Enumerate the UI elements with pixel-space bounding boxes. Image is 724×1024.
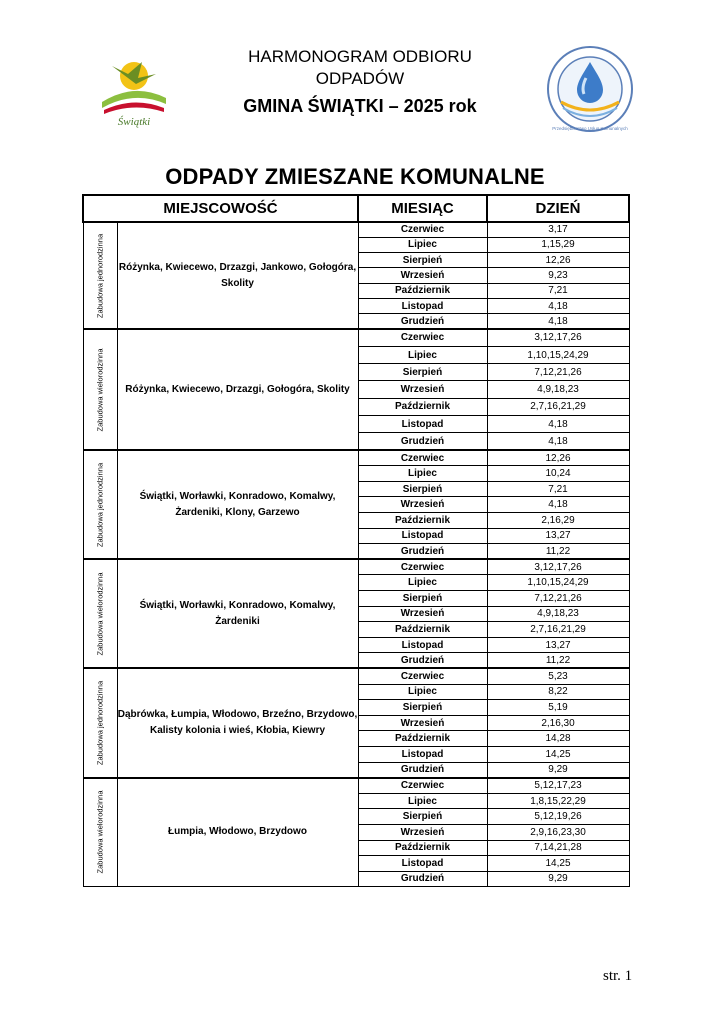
month-cell: Sierpień [358, 481, 487, 497]
svg-text:Przedsiębiorstwo Usług Komunal: Przedsiębiorstwo Usług Komunalnych [552, 126, 628, 131]
column-header-month: MIESIĄC [358, 195, 487, 222]
month-cell: Grudzień [358, 871, 487, 887]
document-header [200, 46, 520, 118]
days-cell: 7,21 [487, 283, 629, 298]
month-cell: Lipiec [358, 575, 487, 591]
days-cell: 1,15,29 [487, 237, 629, 252]
month-cell: Listopad [358, 637, 487, 653]
days-cell: 2,7,16,21,29 [487, 398, 629, 415]
collection-schedule-table [82, 194, 630, 887]
header-line-2: ODPADÓW [315, 69, 405, 88]
days-cell: 2,16,30 [487, 715, 629, 731]
locations-cell: Świątki, Worławki, Konradowo, Komalwy, Żardeniki [117, 559, 358, 668]
days-cell: 11,22 [487, 653, 629, 669]
month-cell: Sierpień [358, 591, 487, 607]
days-cell: 5,12,19,26 [487, 809, 629, 825]
days-cell: 14,28 [487, 731, 629, 747]
building-type-label: Zabudowa wielorodzinna [95, 348, 105, 432]
page-number: str. 1 [603, 968, 633, 984]
month-cell: Listopad [358, 746, 487, 762]
column-header-location: MIEJSCOWOŚĆ [83, 195, 358, 222]
days-cell: 1,8,15,22,29 [487, 793, 629, 809]
month-cell: Czerwiec [358, 778, 487, 794]
month-cell: Grudzień [358, 762, 487, 778]
days-cell: 3,12,17,26 [487, 329, 629, 346]
building-type-cell [83, 222, 117, 329]
month-cell: Grudzień [358, 653, 487, 669]
month-cell: Październik [358, 840, 487, 856]
month-cell: Październik [358, 622, 487, 638]
days-cell: 2,9,16,23,30 [487, 824, 629, 840]
days-cell: 9,29 [487, 762, 629, 778]
days-cell: 5,23 [487, 668, 629, 684]
days-cell: 4,9,18,23 [487, 606, 629, 622]
days-cell: 9,29 [487, 871, 629, 887]
days-cell: 11,22 [487, 544, 629, 560]
days-cell: 5,12,17,23 [487, 778, 629, 794]
table-header-row [83, 195, 629, 222]
days-cell: 8,22 [487, 684, 629, 700]
month-cell: Lipiec [358, 684, 487, 700]
month-cell: Wrzesień [358, 268, 487, 283]
days-cell: 13,27 [487, 528, 629, 544]
days-cell: 7,12,21,26 [487, 591, 629, 607]
building-type-label: Zabudowa jednorodzinna [95, 680, 105, 766]
month-cell: Lipiec [358, 346, 487, 363]
month-cell: Czerwiec [358, 668, 487, 684]
days-cell: 7,12,21,26 [487, 364, 629, 381]
month-cell: Listopad [358, 416, 487, 433]
days-cell: 4,18 [487, 416, 629, 433]
locations-cell: Świątki, Worławki, Konradowo, Komalwy, Żardeniki, Klony, Garzewo [117, 450, 358, 559]
building-type-label: Zabudowa wielorodzinna [95, 572, 105, 656]
days-cell: 14,25 [487, 746, 629, 762]
days-cell: 4,18 [487, 298, 629, 313]
days-cell: 12,26 [487, 450, 629, 466]
days-cell: 7,14,21,28 [487, 840, 629, 856]
month-cell: Wrzesień [358, 606, 487, 622]
month-cell: Listopad [358, 298, 487, 313]
building-type-cell [83, 668, 117, 777]
month-cell: Czerwiec [358, 450, 487, 466]
building-type-label: Zabudowa jednorodzinna [95, 462, 105, 547]
days-cell: 2,7,16,21,29 [487, 622, 629, 638]
month-cell: Wrzesień [358, 381, 487, 398]
days-cell: 5,19 [487, 700, 629, 716]
month-cell: Wrzesień [358, 715, 487, 731]
month-cell: Październik [358, 398, 487, 415]
schedule-row [83, 778, 629, 794]
month-cell: Grudzień [358, 314, 487, 329]
locations-cell: Łumpia, Włodowo, Brzydowo [117, 778, 358, 887]
company-seal-logo [545, 44, 635, 134]
locations-cell: Różynka, Kwiecewo, Drzazgi, Jankowo, Gołogóra, Skolity [117, 222, 358, 329]
building-type-cell [83, 778, 117, 887]
days-cell: 3,17 [487, 222, 629, 237]
month-cell: Sierpień [358, 364, 487, 381]
header-line-3: GMINA ŚWIĄTKI – 2025 rok [243, 96, 477, 116]
month-cell: Grudzień [358, 544, 487, 560]
days-cell: 1,10,15,24,29 [487, 575, 629, 591]
building-type-cell [83, 329, 117, 450]
month-cell: Październik [358, 731, 487, 747]
building-type-label: Zabudowa jednorodzinna [95, 233, 105, 318]
month-cell: Październik [358, 283, 487, 298]
days-cell: 4,18 [487, 497, 629, 513]
days-cell: 9,23 [487, 268, 629, 283]
days-cell: 3,12,17,26 [487, 559, 629, 575]
days-cell: 10,24 [487, 466, 629, 482]
month-cell: Czerwiec [358, 329, 487, 346]
locations-cell: Różynka, Kwiecewo, Drzazgi, Gołogóra, Skolity [117, 329, 358, 450]
schedule-row [83, 450, 629, 466]
month-cell: Sierpień [358, 253, 487, 268]
days-cell: 4,18 [487, 433, 629, 450]
month-cell: Listopad [358, 856, 487, 872]
days-cell: 2,16,29 [487, 513, 629, 529]
schedule-row [83, 329, 629, 346]
days-cell: 1,10,15,24,29 [487, 346, 629, 363]
days-cell: 4,18 [487, 314, 629, 329]
month-cell: Wrzesień [358, 824, 487, 840]
days-cell: 4,9,18,23 [487, 381, 629, 398]
section-title: ODPADY ZMIESZANE KOMUNALNE [165, 164, 545, 189]
locations-cell: Dąbrówka, Łumpia, Włodowo, Brzeźno, Brzydowo, Kalisty kolonia i wieś, Kłobia, Kiewry [117, 668, 358, 777]
days-cell: 13,27 [487, 637, 629, 653]
month-cell: Lipiec [358, 793, 487, 809]
month-cell: Grudzień [358, 433, 487, 450]
month-cell: Listopad [358, 528, 487, 544]
month-cell: Czerwiec [358, 559, 487, 575]
header-line-1: HARMONOGRAM ODBIORU [248, 47, 472, 66]
svg-text:Świątki: Świątki [117, 116, 151, 128]
schedule-row [83, 668, 629, 684]
days-cell: 7,21 [487, 481, 629, 497]
days-cell: 12,26 [487, 253, 629, 268]
month-cell: Lipiec [358, 237, 487, 252]
month-cell: Wrzesień [358, 497, 487, 513]
month-cell: Lipiec [358, 466, 487, 482]
month-cell: Sierpień [358, 700, 487, 716]
building-type-cell [83, 450, 117, 559]
column-header-day: DZIEŃ [487, 195, 629, 222]
month-cell: Czerwiec [358, 222, 487, 237]
building-type-cell [83, 559, 117, 668]
month-cell: Październik [358, 513, 487, 529]
gmina-swiatki-logo [98, 52, 170, 132]
building-type-label: Zabudowa wielorodzinna [95, 790, 105, 874]
days-cell: 14,25 [487, 856, 629, 872]
schedule-row [83, 222, 629, 237]
month-cell: Sierpień [358, 809, 487, 825]
schedule-row [83, 559, 629, 575]
